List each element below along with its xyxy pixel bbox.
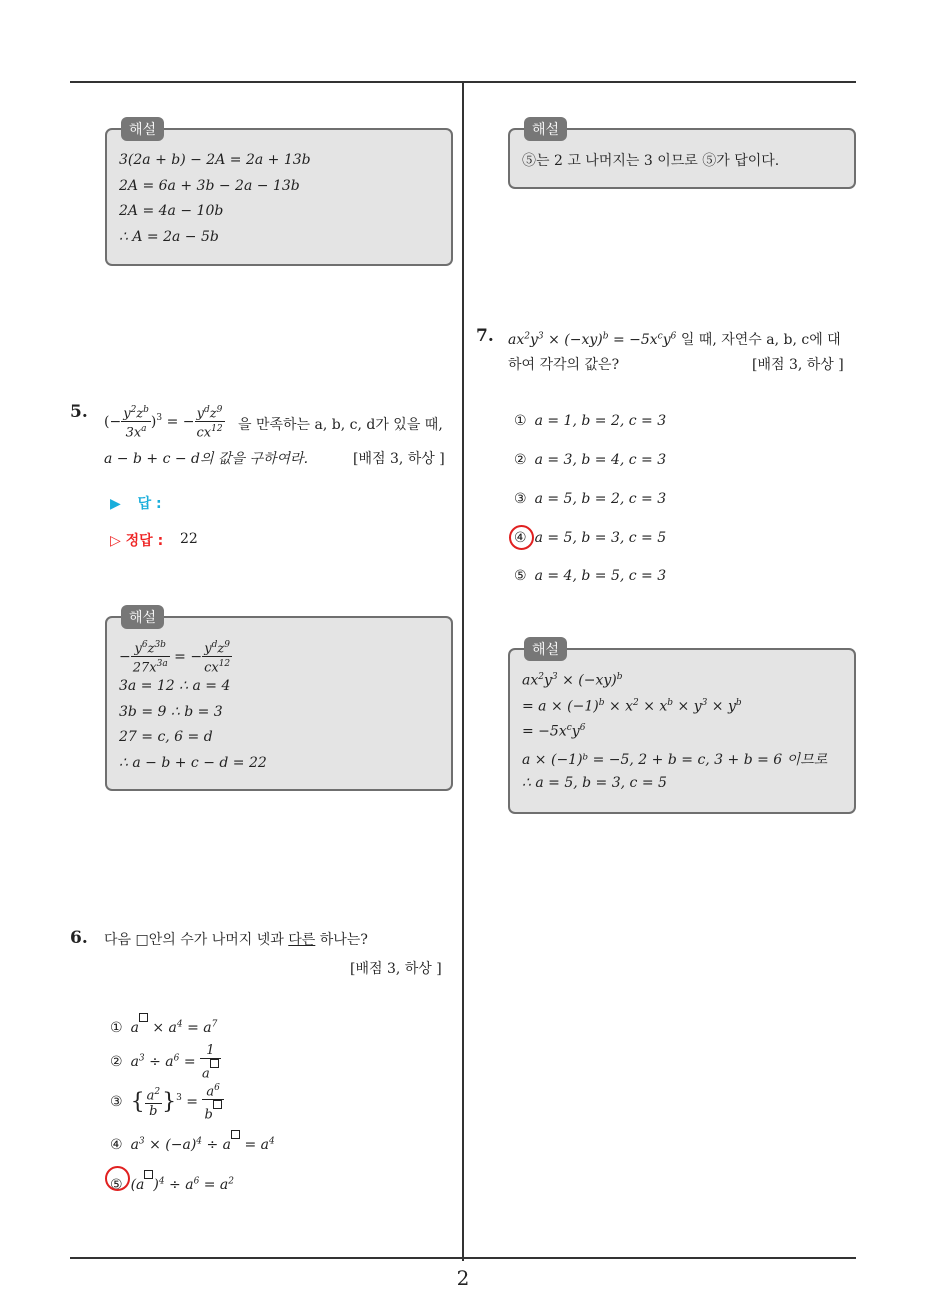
q6-option-1[interactable]: ① $a \times a^4 = a^7$ <box>110 1013 217 1036</box>
question-7-line2: 하여 각각의 값은? <box>508 357 620 373</box>
question-6-points: [배점 3, 하상 ] <box>350 961 442 977</box>
q7-option-5[interactable]: ⑤ a = 4, b = 5, c = 3 <box>514 568 667 584</box>
q7-option-1[interactable]: ① a = 1, b = 2, c = 3 <box>514 413 667 429</box>
solution-line: ∴ a = 5, b = 3, c = 5 <box>522 775 667 791</box>
question-7-equation: $ax^2y^3 \times (-xy)^b = -5x^cy^6$ 일 때, 자연수 a, b, c에 대 <box>508 331 841 348</box>
question-number-7: 7. <box>476 326 494 346</box>
solution-line: $ax^2y^3 \times (-xy)^b$ <box>522 672 623 689</box>
solution-box-q6 <box>508 122 856 189</box>
solution-line: = $a \times (-1)^b \times x^2 \times x^b \times y^3 \times y^b$ <box>522 698 742 715</box>
question-7-points: [배점 3, 하상 ] <box>752 357 844 373</box>
solution-line: ∴ a − b + c − d = 22 <box>119 755 267 771</box>
selected-answer-circle <box>509 525 534 550</box>
solution-line: 3b = 9 ∴ b = 3 <box>119 704 223 720</box>
answer-prompt: ▶ 답 : <box>110 496 162 512</box>
solution-line: ∴ A = 2a − 5b <box>119 229 219 245</box>
solution-box-q4 <box>105 122 453 266</box>
q6-option-5[interactable]: ⑤ (a )$^4 \div a^6 = a^2$ <box>110 1170 234 1193</box>
solution-tag: 해설 <box>121 117 164 141</box>
q7-option-4[interactable]: ④ a = 5, b = 3, c = 5 <box>514 530 667 546</box>
solution-line: = $-5x^cy^6$ <box>522 723 586 740</box>
solution-line: 3(2a + b) − 2A = 2a + 13b <box>119 152 311 168</box>
solution-line: a × (−1)ᵇ = −5, 2 + b = c, 3 + b = 6 이므로 <box>522 752 828 768</box>
question-6-text: 다음 □안의 수가 나머지 넷과 다른 하나는? <box>104 932 368 948</box>
page-number: 2 <box>456 1266 470 1290</box>
solution-line: ⑤는 2 고 나머지는 3 이므로 ⑤가 답이다. <box>522 153 780 169</box>
column-divider <box>462 83 464 1261</box>
correct-answer-value: 22 <box>180 531 198 547</box>
selected-answer-circle <box>105 1166 130 1191</box>
bottom-rule <box>70 1257 856 1259</box>
solution-line: 3a = 12 ∴ a = 4 <box>119 678 231 694</box>
question-5-line2: a − b + c − d의 값을 구하여라. <box>104 451 309 467</box>
solution-line: 2A = 6a + 3b − 2a − 13b <box>119 178 300 194</box>
solution-box-q5 <box>105 610 453 791</box>
q6-option-2[interactable]: ② $a^3 \div a^6$ = $\frac{1}{a}$ <box>110 1043 221 1081</box>
question-5-points: [배점 3, 하상 ] <box>353 451 445 467</box>
solution-box-q7 <box>508 642 856 814</box>
solution-line: 27 = c, 6 = d <box>119 729 213 745</box>
q6-option-3[interactable]: ③ { $\frac{a^2}{b}$ }$^3$ = $\frac{a^6}{b}$ <box>110 1081 224 1123</box>
solution-tag: 해설 <box>524 637 567 661</box>
solution-line: 2A = 4a − 10b <box>119 203 224 219</box>
q6-option-4[interactable]: ④ $a^3 \times (-a)^4 \div a = a^4$ <box>110 1130 275 1153</box>
q7-option-3[interactable]: ③ a = 5, b = 2, c = 3 <box>514 491 667 507</box>
solution-fraction-line: − $\frac{y^6z^{3b}}{27x^{3a}}$ = − $\frac{y^dz^9}{cx^{12}}$ <box>119 640 231 676</box>
question-number-6: 6. <box>70 928 88 948</box>
solution-tag: 해설 <box>121 605 164 629</box>
question-5-text: 을 만족하는 a, b, c, d가 있을 때, <box>238 417 443 433</box>
correct-answer-label: ▷ 정답 : <box>110 533 164 549</box>
question-number-5: 5. <box>70 402 88 422</box>
question-5-equation: (− $\frac{y^2z^b}{3x^a}$ )$^3$ = − $\frac{y^dz^9}{cx^{12}}$ <box>104 405 223 441</box>
solution-tag: 해설 <box>524 117 567 141</box>
q7-option-2[interactable]: ② a = 3, b = 4, c = 3 <box>514 452 667 468</box>
